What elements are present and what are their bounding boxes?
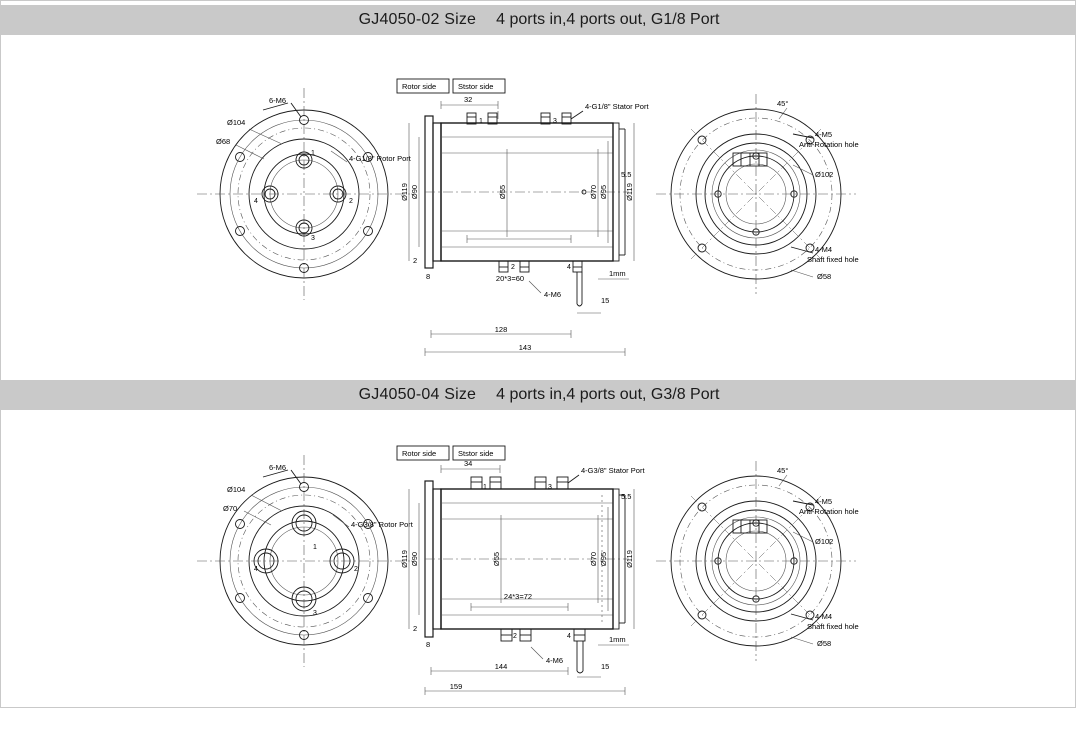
drawing-gj4050-02 — [1, 41, 1076, 371]
label-rotor-port-2: 4-G3/8" Rotor Port — [351, 520, 413, 529]
banner-model-1: GJ4050-02 Size — [358, 11, 477, 28]
port-num-mid-3-2: 3 — [548, 484, 552, 491]
label-left-holes-2: 6-M6 — [269, 463, 287, 472]
port-num-left-1-2: 1 — [313, 544, 317, 551]
banner-ports-2: 4 ports in,4 ports out, G3/8 Port — [496, 386, 720, 403]
port-num-mid-1-2: 1 — [483, 484, 487, 491]
label-m5-1: 4-M5 — [815, 130, 833, 139]
port-num-left-1-1: 1 — [311, 150, 315, 157]
dim-d90-left-1: Ø90 — [410, 184, 419, 200]
dim-15-1: 15 — [601, 296, 610, 305]
label-stator-side-2: Ststor side — [458, 449, 494, 458]
section-banner-2 — [1, 380, 1076, 410]
banner-ports-1: 4 ports in,4 ports out, G1/8 Port — [496, 11, 720, 28]
label-d58-1: Ø58 — [817, 272, 832, 281]
label-stator-port-2: 4-G3/8" Stator Port — [581, 466, 645, 475]
label-shaft-fixed-2: Shaft fixed hole — [807, 622, 859, 631]
stator-face-view-1 — [656, 94, 856, 294]
port-num-mid-2-1: 2 — [511, 264, 515, 271]
banner-model-2: GJ4050-04 Size — [358, 386, 477, 403]
label-stator-port-1: 4-G1/8" Stator Port — [585, 102, 649, 111]
dim-d55-2: Ø55 — [492, 551, 501, 567]
dim-d70-1: Ø70 — [589, 184, 598, 200]
dim-d119-left-2: Ø119 — [400, 550, 409, 568]
dim-d95-2: Ø95 — [599, 551, 608, 567]
label-anti-rotation-1: Anti-Rotation hole — [799, 140, 859, 149]
port-num-mid-2-2: 2 — [513, 633, 517, 640]
label-stator-side-1: Ststor side — [458, 82, 494, 91]
dim-top-1: 32 — [464, 95, 473, 104]
label-left-d70-2: Ø70 — [223, 504, 238, 513]
port-num-mid-4-2: 4 — [567, 633, 571, 640]
stator-face-view-2 — [656, 461, 856, 661]
dim-8-1: 8 — [426, 272, 431, 281]
label-d58-2: Ø58 — [817, 639, 832, 648]
dim-15-2: 15 — [601, 662, 610, 671]
label-d102-1: Ø102 — [815, 170, 834, 179]
label-shaft-fixed-1: Shaft fixed hole — [807, 255, 859, 264]
port-num-left-3-2: 3 — [313, 610, 317, 617]
dim-1mm-1: 1mm — [609, 269, 626, 278]
port-num-mid-3-1: 3 — [553, 118, 557, 125]
dim-55-1: 5.5 — [621, 170, 632, 179]
dim-1mm-2: 1mm — [609, 635, 626, 644]
dim-spacing-2: 24*3=72 — [503, 592, 533, 601]
label-m4-1: 4-M4 — [815, 245, 833, 254]
dim-2-2: 2 — [413, 624, 418, 633]
label-angle-1: 45° — [777, 99, 789, 108]
dim-top-2: 34 — [464, 459, 473, 468]
label-d102-2: Ø102 — [815, 537, 834, 546]
drawing-gj4050-04 — [1, 419, 1076, 749]
dim-bottom-holes-1: 4-M6 — [544, 290, 562, 299]
dim-159-2: 159 — [449, 682, 463, 691]
section-view-1 — [397, 79, 634, 356]
port-num-left-2-1: 2 — [349, 198, 353, 205]
label-left-d68-1: Ø68 — [216, 137, 231, 146]
dim-55-2: 5.5 — [621, 492, 632, 501]
label-rotor-port-1: 4-G1/8" Rotor Port — [349, 154, 411, 163]
label-angle-2: 45° — [777, 466, 789, 475]
dim-2-1: 2 — [413, 256, 418, 265]
dim-d119-right-2: Ø119 — [625, 550, 634, 568]
dim-d119-right-1: Ø119 — [625, 183, 634, 201]
label-left-d104-1: Ø104 — [227, 118, 246, 127]
port-num-mid-4-1: 4 — [567, 264, 571, 271]
dim-d119-left-1: Ø119 — [400, 183, 409, 201]
label-m5-2: 4-M5 — [815, 497, 833, 506]
section-banner-1 — [1, 5, 1076, 35]
label-left-d104-2: Ø104 — [227, 485, 246, 494]
label-rotor-side-2: Rotor side — [402, 449, 437, 458]
dim-128-1: 128 — [494, 325, 508, 334]
dim-d55-1: Ø55 — [498, 184, 507, 200]
port-num-left-3-1: 3 — [311, 235, 315, 242]
dim-8-2: 8 — [426, 640, 431, 649]
dim-144-2: 144 — [494, 662, 508, 671]
port-num-left-4-2: 4 — [254, 566, 258, 573]
dim-spacing-1: 20*3=60 — [495, 274, 525, 283]
label-m4-2: 4-M4 — [815, 612, 833, 621]
port-num-left-2-2: 2 — [354, 566, 358, 573]
section-view-2 — [397, 446, 634, 695]
port-num-mid-1-1: 1 — [479, 118, 483, 125]
dim-143-1: 143 — [518, 343, 532, 352]
port-num-left-4-1: 4 — [254, 198, 258, 205]
dim-d95-1: Ø95 — [599, 184, 608, 200]
dim-bottom-holes-2: 4-M6 — [546, 656, 564, 665]
label-rotor-side-1: Rotor side — [402, 82, 437, 91]
dim-d70-2: Ø70 — [589, 551, 598, 567]
label-left-holes-1: 6-M6 — [269, 96, 287, 105]
label-anti-rotation-2: Anti-Rotation hole — [799, 507, 859, 516]
dim-d90-left-2: Ø90 — [410, 551, 419, 567]
